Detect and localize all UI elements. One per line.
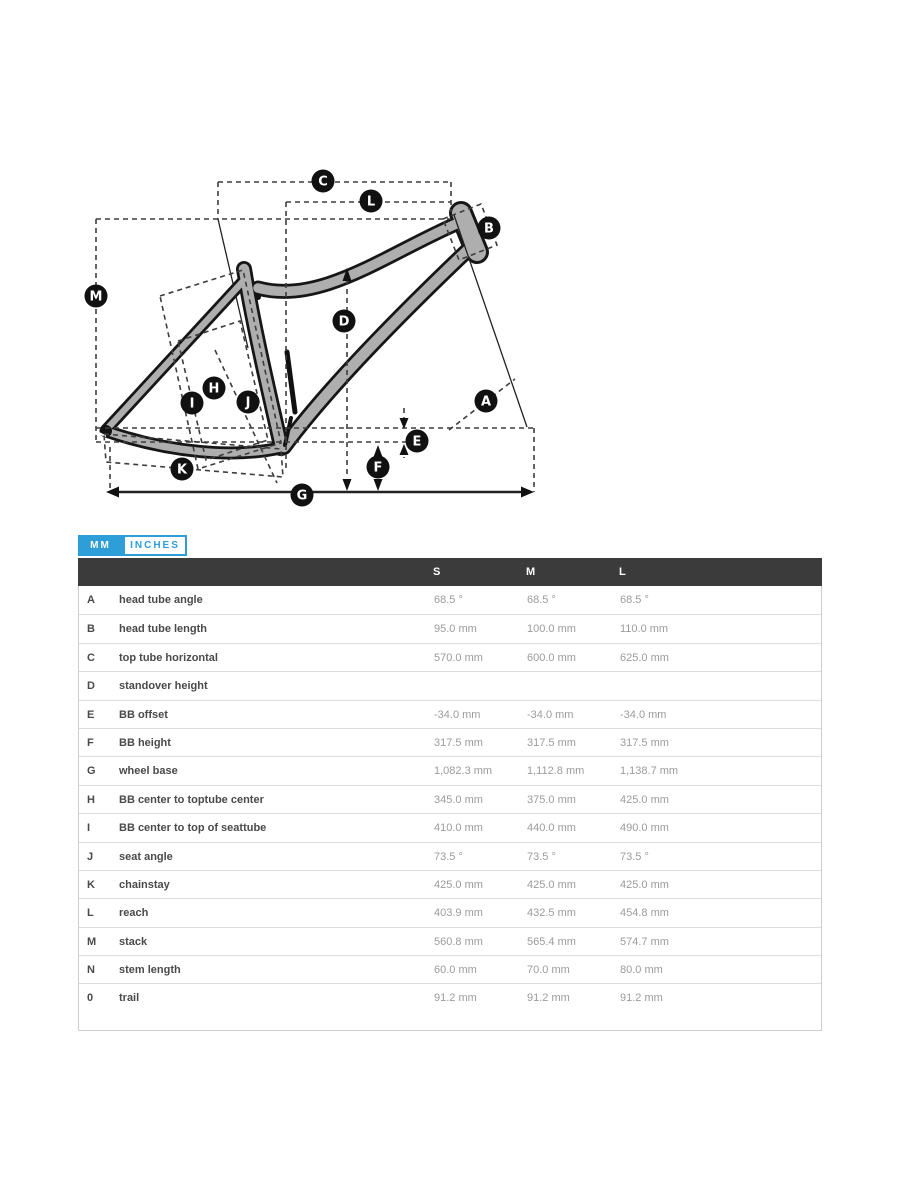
diagram-label-text: M	[89, 289, 103, 305]
row-key: C	[87, 651, 95, 664]
column-header-l: L	[619, 566, 626, 578]
row-key: B	[87, 623, 95, 636]
row-value-m: 565.4 mm	[527, 935, 576, 948]
diagram-label-text: L	[366, 194, 376, 210]
row-key: L	[87, 907, 94, 920]
row-value-m: 425.0 mm	[527, 878, 576, 891]
row-value-m: -34.0 mm	[527, 708, 574, 721]
row-value-l: 80.0 mm	[620, 964, 663, 977]
table-row	[79, 927, 821, 955]
row-value-m: 600.0 mm	[527, 651, 576, 664]
row-label: wheel base	[119, 765, 178, 778]
diagram-label-text: J	[245, 395, 251, 411]
row-label: top tube horizontal	[119, 651, 218, 664]
row-value-s: 73.5 °	[434, 850, 463, 863]
table-row	[79, 842, 821, 870]
row-value-l: 1,138.7 mm	[620, 765, 679, 778]
diagram-label-text: H	[208, 381, 220, 397]
table-row	[79, 898, 821, 926]
wheelbase-line	[106, 487, 534, 498]
row-key: N	[87, 964, 95, 977]
table-body	[79, 586, 821, 1012]
row-label: trail	[119, 992, 140, 1005]
row-value-s: 410.0 mm	[434, 822, 483, 835]
table-row	[79, 643, 821, 671]
row-label: BB center to top of seattube	[119, 822, 267, 835]
row-key: 0	[87, 992, 94, 1005]
row-label: head tube length	[119, 623, 207, 636]
row-value-l: 110.0 mm	[620, 623, 669, 636]
row-label: head tube angle	[119, 594, 203, 606]
table-row	[79, 983, 821, 1011]
tab-mm[interactable]: MM	[78, 535, 123, 556]
table-row	[79, 614, 821, 642]
diagram-label-text: K	[176, 462, 188, 478]
row-value-l: 625.0 mm	[620, 651, 669, 664]
row-value-s: 95.0 mm	[434, 623, 477, 636]
row-key: I	[87, 822, 91, 835]
row-label: reach	[119, 907, 149, 920]
row-value-m: 1,112.8 mm	[527, 765, 585, 778]
row-key: E	[87, 708, 95, 721]
row-label: BB center to toptube center	[119, 793, 264, 806]
table-row	[79, 813, 821, 841]
row-label: stack	[119, 935, 148, 948]
table-row	[79, 955, 821, 983]
row-value-s: 68.5 °	[434, 594, 463, 606]
table-header	[78, 558, 822, 586]
table-row	[79, 785, 821, 813]
row-key: M	[87, 935, 97, 948]
table-row	[79, 870, 821, 898]
table-row	[79, 586, 821, 614]
row-value-s: 91.2 mm	[434, 992, 477, 1005]
row-value-l: 73.5 °	[620, 850, 649, 863]
row-key: A	[87, 594, 95, 606]
row-value-l: 68.5 °	[620, 594, 649, 606]
bike-geometry-diagram	[0, 0, 900, 540]
row-value-m: 73.5 °	[527, 850, 556, 863]
row-value-s: 403.9 mm	[434, 907, 483, 920]
row-value-l: 425.0 mm	[620, 793, 669, 806]
row-value-l: 490.0 mm	[620, 822, 669, 835]
row-value-m: 68.5 °	[527, 594, 556, 606]
row-label: BB offset	[119, 708, 168, 721]
column-header-s: S	[433, 566, 441, 578]
diagram-label-text: F	[373, 460, 383, 476]
row-key: G	[87, 765, 96, 778]
tab-inches[interactable]: INCHES	[123, 535, 187, 556]
row-label: BB height	[119, 736, 171, 749]
row-label: chainstay	[119, 878, 170, 891]
row-value-s: 345.0 mm	[434, 793, 483, 806]
table-footer-spacer	[79, 1012, 821, 1030]
row-value-l: 91.2 mm	[620, 992, 663, 1005]
table-row	[79, 700, 821, 728]
row-value-l: 425.0 mm	[620, 878, 669, 891]
row-key: D	[87, 680, 95, 693]
row-value-m: 432.5 mm	[527, 907, 576, 920]
row-value-s: -34.0 mm	[434, 708, 481, 721]
row-value-m: 375.0 mm	[527, 793, 576, 806]
row-value-s: 570.0 mm	[434, 651, 483, 664]
diagram-label-text: I	[189, 396, 195, 412]
table-row	[79, 728, 821, 756]
row-key: F	[87, 736, 94, 749]
row-label: seat angle	[119, 850, 173, 863]
unit-tabs	[78, 535, 187, 556]
row-value-s: 1,082.3 mm	[434, 765, 493, 778]
row-value-l: 317.5 mm	[620, 736, 669, 749]
diagram-letter-badges	[85, 170, 501, 507]
row-value-m: 91.2 mm	[527, 992, 570, 1005]
row-key: H	[87, 793, 95, 806]
table-row	[79, 756, 821, 784]
row-label: stem length	[119, 964, 181, 977]
row-value-s: 60.0 mm	[434, 964, 477, 977]
row-key: J	[87, 850, 94, 863]
geometry-table	[78, 559, 822, 1031]
row-key: K	[87, 878, 95, 891]
diagram-label-text: B	[484, 221, 494, 237]
row-value-l: -34.0 mm	[620, 708, 667, 721]
diagram-label-text: C	[318, 174, 328, 190]
row-value-m: 317.5 mm	[527, 736, 576, 749]
row-value-s: 317.5 mm	[434, 736, 483, 749]
row-value-m: 100.0 mm	[527, 623, 576, 636]
row-value-s: 425.0 mm	[434, 878, 483, 891]
row-value-l: 454.8 mm	[620, 907, 669, 920]
row-value-m: 440.0 mm	[527, 822, 576, 835]
row-value-l: 574.7 mm	[620, 935, 669, 948]
table-row	[79, 671, 821, 699]
diagram-label-text: E	[412, 434, 422, 450]
row-label: standover height	[119, 680, 208, 693]
diagram-label-text: A	[480, 394, 492, 410]
row-value-m: 70.0 mm	[527, 964, 570, 977]
diagram-label-text: G	[296, 488, 308, 504]
column-header-m: M	[526, 566, 536, 578]
diagram-label-text: D	[338, 314, 350, 330]
row-value-s: 560.8 mm	[434, 935, 483, 948]
